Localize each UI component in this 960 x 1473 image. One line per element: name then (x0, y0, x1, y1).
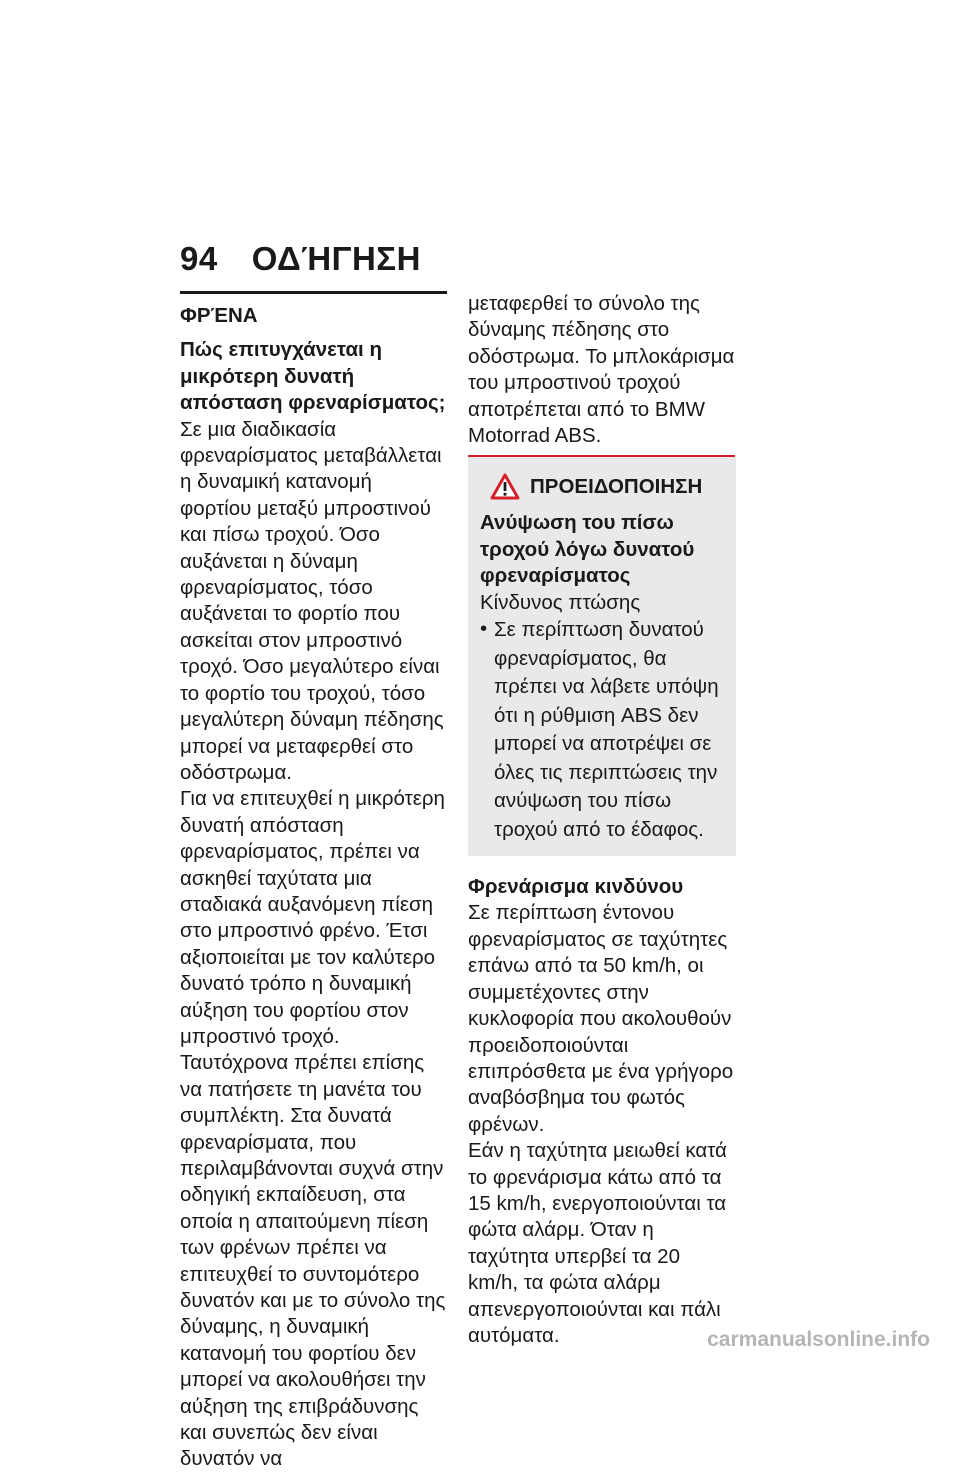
emergency-paragraph-2: Εάν η ταχύτητα μειωθεί κατά το φρενάρισμα κάτω από τα 15 km/h, ενεργοποιούνται τα φώτα αλάρμ. Όταν η ταχύτητα υπερβεί τα 20 km/h, τα φώτα αλάρμ απενεργοποιούνται και πάλι αυτόματα. (468, 1139, 727, 1347)
chapter-title: ΟΔΉΓΗΣΗ (251, 240, 421, 277)
body-paragraph-continued: μεταφερθεί το σύνολο της δύναμης πέδησης στο οδόστρωμα. Το μπλοκάρισμα του μπροστινού τροχού αποτρέπεται από το BMW Motorrad ABS. (468, 292, 735, 448)
question-heading: Πώς επιτυγχάνεται η μικρότερη δυνατή απόσταση φρεναρίσματος; (180, 338, 446, 415)
warning-hazard: Κίνδυνος πτώσης (480, 590, 641, 614)
emergency-paragraph-1: Σε περίπτωση έντονου φρεναρίσματος σε ταχύτητες επάνω από τα 50 km/h, οι συμμετέχοντες στην κυκλοφορία που ακολουθούν προειδοποιούνται επιπρόσθετα με ένα γρήγορο αναβόσβημα του φωτός φρένων. (468, 901, 734, 1136)
warning-triangle-icon (490, 473, 520, 500)
left-column (180, 291, 447, 1473)
warning-title: ΠΡΟΕΙΔΟΠΟΙΗΣΗ (530, 474, 703, 498)
section-rule (180, 291, 447, 294)
emergency-braking-section (468, 874, 735, 1349)
warning-box (468, 457, 736, 856)
page-number: 94 (180, 240, 218, 277)
warning-title-row (480, 473, 724, 500)
subsection-title: Φρενάρισμα κινδύνου (468, 875, 684, 899)
section-title: ΦΡΈΝΑ (180, 304, 258, 327)
bullet-mark: • (480, 617, 488, 641)
warning-bullet-text: Σε περίπτωση δυνατού φρεναρίσματος, θα πρέπει να λάβετε υπόψη ότι η ρύθμιση ABS δεν μπορεί να αποτρέψει σε όλες τις περιπτώσεις την ανύψωση του πίσω τροχού από το έδαφος. (494, 618, 719, 841)
page-header (180, 240, 421, 278)
body-paragraph-2: Για να επιτευχθεί η μικρότερη δυνατή απόσταση φρεναρίσματος, πρέπει να ασκηθεί ταχύτατα μια σταδιακά αυξανόμενη πίεση στο μπροστινό φρένο. Έτσι αξιοποιείται με τον καλύτερο δυνατό τρόπο η δυναμική αύξηση του φορτίου στον μπροστινό τροχό. Ταυτόχρονα πρέπει επίσης να πατήσετε τη μανέτα του συμπλέκτη. Στα δυνατά φρεναρίσματα, που περιλαμβάνονται συχνά στην οδηγική εκπαίδευση, στα οποία η απαιτούμενη πίεση των φρένων πρέπει να επιτευχθεί το συντομότερο δυνατόν και με το σύνολο της δύναμης, η δυναμική κατανομή του φορτίου δεν μπορεί να ακολουθήσει την αύξηση της επιβράδυνσης και συνεπώς δεν είναι δυνατόν να (180, 787, 446, 1471)
body-paragraph-1: Σε μια διαδικασία φρεναρίσματος μεταβάλλεται η δυναμική κατανομή φορτίου μεταξύ μπροστινού και πίσω τροχού. Όσο αυξάνεται η δύναμη φρεναρίσματος, τόσο αυξάνεται το φορτίο που ασκείται στον μπροστινό τροχό. Όσο μεγαλύτερο είναι το φορτίο του τροχού, τόσο μεγαλύτερη δύναμη πέδησης μπορεί να μεταφερθεί στο οδόστρωμα. (180, 417, 444, 784)
right-column (468, 291, 735, 1349)
watermark: carmanualsonline.info (707, 1328, 930, 1351)
warning-bullet (480, 616, 724, 844)
warning-heading: Ανύψωση του πίσω τροχού λόγω δυνατού φρεναρίσματος (480, 511, 695, 588)
